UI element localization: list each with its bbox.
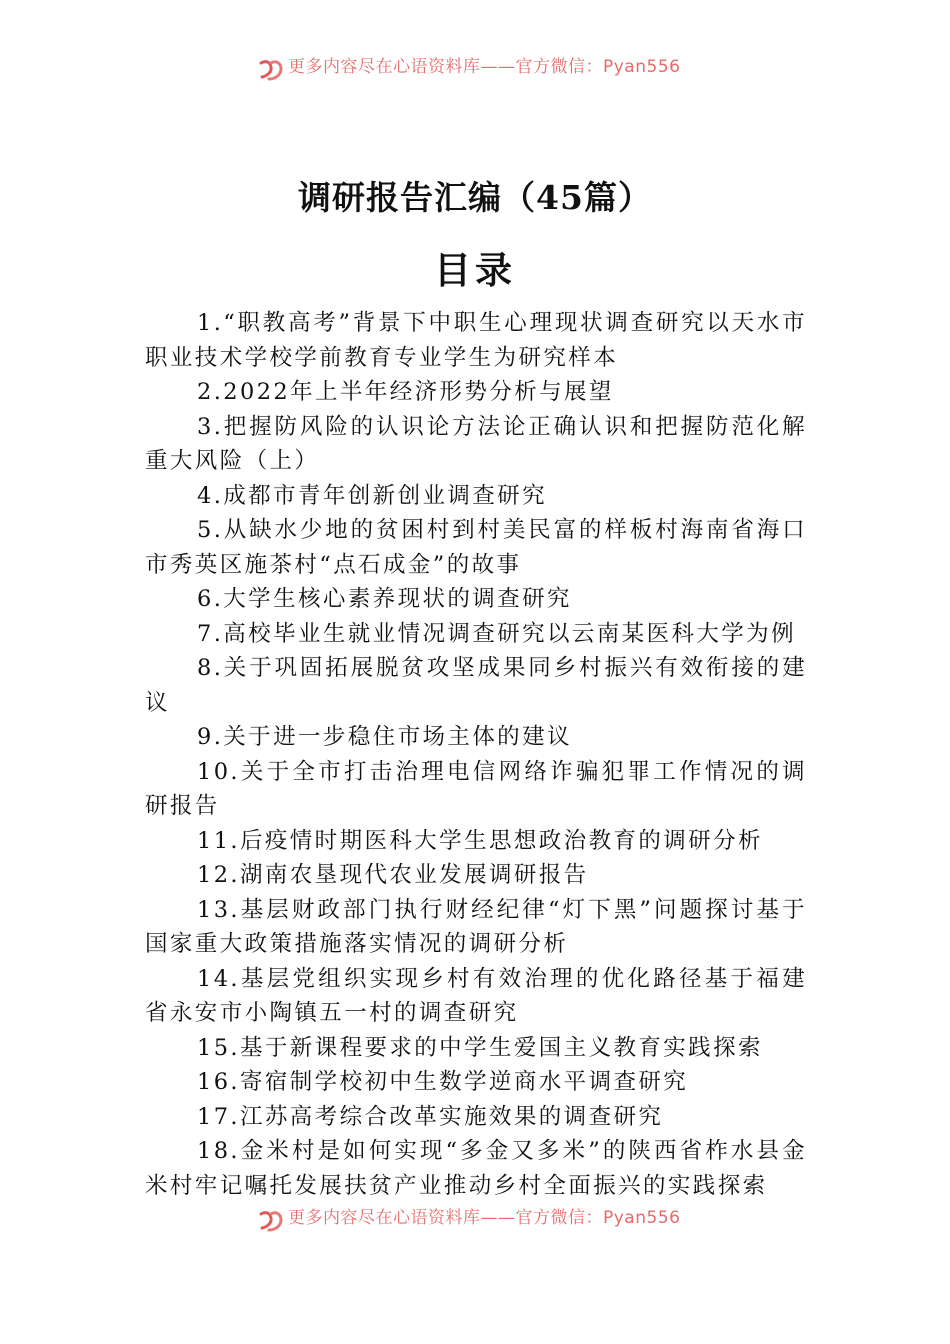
toc-heading: 目录	[434, 248, 516, 292]
toc-item: 14.基层党组织实现乡村有效治理的优化路径基于福建省永安市小陶镇五一村的调查研究	[145, 965, 807, 1026]
watermark-footer	[0, 1208, 950, 1234]
toc-item: 7.高校毕业生就业情况调查研究以云南某医科大学为例	[197, 620, 796, 647]
toc-item: 18.金米村是如何实现“多金又多米”的陕西省柞水县金米村牢记嘱托发展扶贫产业推动乡村全面振兴的实践探索	[145, 1138, 807, 1199]
toc-item: 9.关于进一步稳住市场主体的建议	[197, 724, 572, 750]
toc-item: 8.关于巩固拓展脱贫攻坚成果同乡村振兴有效衔接的建议	[145, 655, 807, 716]
toc-item: 1.“职教高考”背景下中职生心理现状调查研究以天水市职业技术学校学前教育专业学生为研究样本	[145, 310, 807, 371]
toc-item: 4.成都市青年创新创业调查研究	[197, 482, 547, 509]
watermark-text: 更多内容尽在心语资料库——官方微信：Pyan556	[288, 1208, 681, 1228]
table-of-contents	[145, 306, 807, 1203]
toc-item: 12.湖南农垦现代农业发展调研报告	[197, 862, 589, 888]
toc-item: 6.大学生核心素养现状的调查研究	[197, 586, 572, 612]
toc-item: 2.2022年上半年经济形势分析与展望	[197, 379, 614, 405]
toc-item: 3.把握防风险的认识论方法论正确认识和把握防范化解重大风险（上）	[145, 413, 807, 474]
toc-item: 17.江苏高考综合改革实施效果的调查研究	[197, 1103, 664, 1130]
toc-item: 15.基于新课程要求的中学生爱国主义教育实践探索	[197, 1034, 763, 1061]
toc-item: 16.寄宿制学校初中生数学逆商水平调查研究	[197, 1069, 689, 1095]
watermark-header	[0, 57, 950, 83]
watermark-text: 更多内容尽在心语资料库——官方微信：Pyan556	[288, 57, 681, 77]
toc-item: 13.基层财政部门执行财经纪律“灯下黑”问题探讨基于国家重大政策措施落实情况的调研分析	[145, 896, 807, 957]
brand-logo-icon	[258, 1210, 284, 1232]
toc-item: 5.从缺水少地的贫困村到村美民富的样板村海南省海口市秀英区施茶村“点石成金”的故事	[145, 517, 807, 578]
brand-logo-icon	[258, 59, 284, 81]
toc-item: 10.关于全市打击治理电信网络诈骗犯罪工作情况的调研报告	[145, 758, 807, 819]
document-title: 调研报告汇编（45篇）	[298, 178, 652, 217]
toc-item: 11.后疫情时期医科大学生思想政治教育的调研分析	[197, 827, 763, 854]
